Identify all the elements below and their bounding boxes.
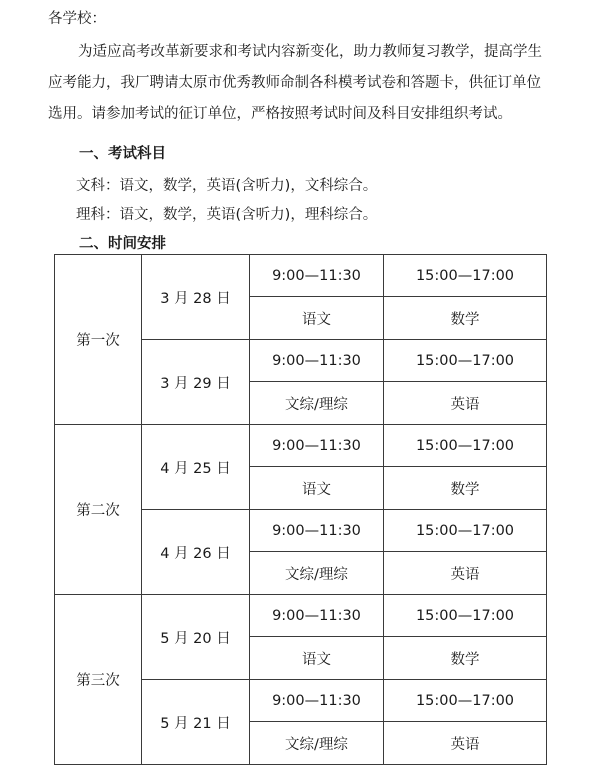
morning-subject-cell: 语文 <box>250 297 384 340</box>
exam-schedule-table <box>54 254 547 765</box>
afternoon-subject-cell: 数学 <box>384 467 547 510</box>
intro-line-1: 为适应高考改革新要求和考试内容新变化，助力教师复习教学，提高学生 <box>78 44 542 60</box>
afternoon-subject-cell: 数学 <box>384 637 547 680</box>
afternoon-subject-cell: 数学 <box>384 297 547 340</box>
table-row <box>55 595 547 637</box>
afternoon-subject-cell: 英语 <box>384 722 547 765</box>
morning-time-cell: 9:00—11:30 <box>250 255 384 297</box>
afternoon-subject-cell: 英语 <box>384 382 547 425</box>
date-cell: 4 月 26 日 <box>142 510 250 595</box>
afternoon-subject-cell: 英语 <box>384 552 547 595</box>
date-cell: 5 月 21 日 <box>142 680 250 765</box>
morning-time-cell: 9:00—11:30 <box>250 680 384 722</box>
round-cell: 第二次 <box>55 425 142 595</box>
date-cell: 4 月 25 日 <box>142 425 250 510</box>
science-subjects: 理科：语文，数学，英语(含听力)，理科综合。 <box>76 207 378 223</box>
liberal-arts-subjects: 文科：语文，数学，英语(含听力)，文科综合。 <box>76 178 378 194</box>
morning-time-cell: 9:00—11:30 <box>250 595 384 637</box>
afternoon-time-cell: 15:00—17:00 <box>384 595 547 637</box>
salutation: 各学校： <box>48 11 106 27</box>
morning-subject-cell: 文综/理综 <box>250 722 384 765</box>
table-row <box>55 255 547 297</box>
afternoon-time-cell: 15:00—17:00 <box>384 680 547 722</box>
section-heading-schedule: 二、时间安排 <box>79 236 166 252</box>
morning-subject-cell: 文综/理综 <box>250 552 384 595</box>
morning-time-cell: 9:00—11:30 <box>250 340 384 382</box>
round-cell: 第三次 <box>55 595 142 765</box>
morning-time-cell: 9:00—11:30 <box>250 510 384 552</box>
morning-time-cell: 9:00—11:30 <box>250 425 384 467</box>
date-cell: 3 月 29 日 <box>142 340 250 425</box>
date-cell: 5 月 20 日 <box>142 595 250 680</box>
afternoon-time-cell: 15:00—17:00 <box>384 510 547 552</box>
round-cell: 第一次 <box>55 255 142 425</box>
intro-line-3: 选用。请参加考试的征订单位，严格按照考试时间及科目安排组织考试。 <box>48 106 512 122</box>
date-cell: 3 月 28 日 <box>142 255 250 340</box>
morning-subject-cell: 文综/理综 <box>250 382 384 425</box>
morning-subject-cell: 语文 <box>250 467 384 510</box>
section-heading-subjects: 一、考试科目 <box>79 146 166 162</box>
intro-line-2: 应考能力，我厂聘请太原市优秀教师命制各科模考试卷和答题卡，供征订单位 <box>48 75 541 91</box>
table-row <box>55 425 547 467</box>
morning-subject-cell: 语文 <box>250 637 384 680</box>
afternoon-time-cell: 15:00—17:00 <box>384 425 547 467</box>
afternoon-time-cell: 15:00—17:00 <box>384 340 547 382</box>
afternoon-time-cell: 15:00—17:00 <box>384 255 547 297</box>
